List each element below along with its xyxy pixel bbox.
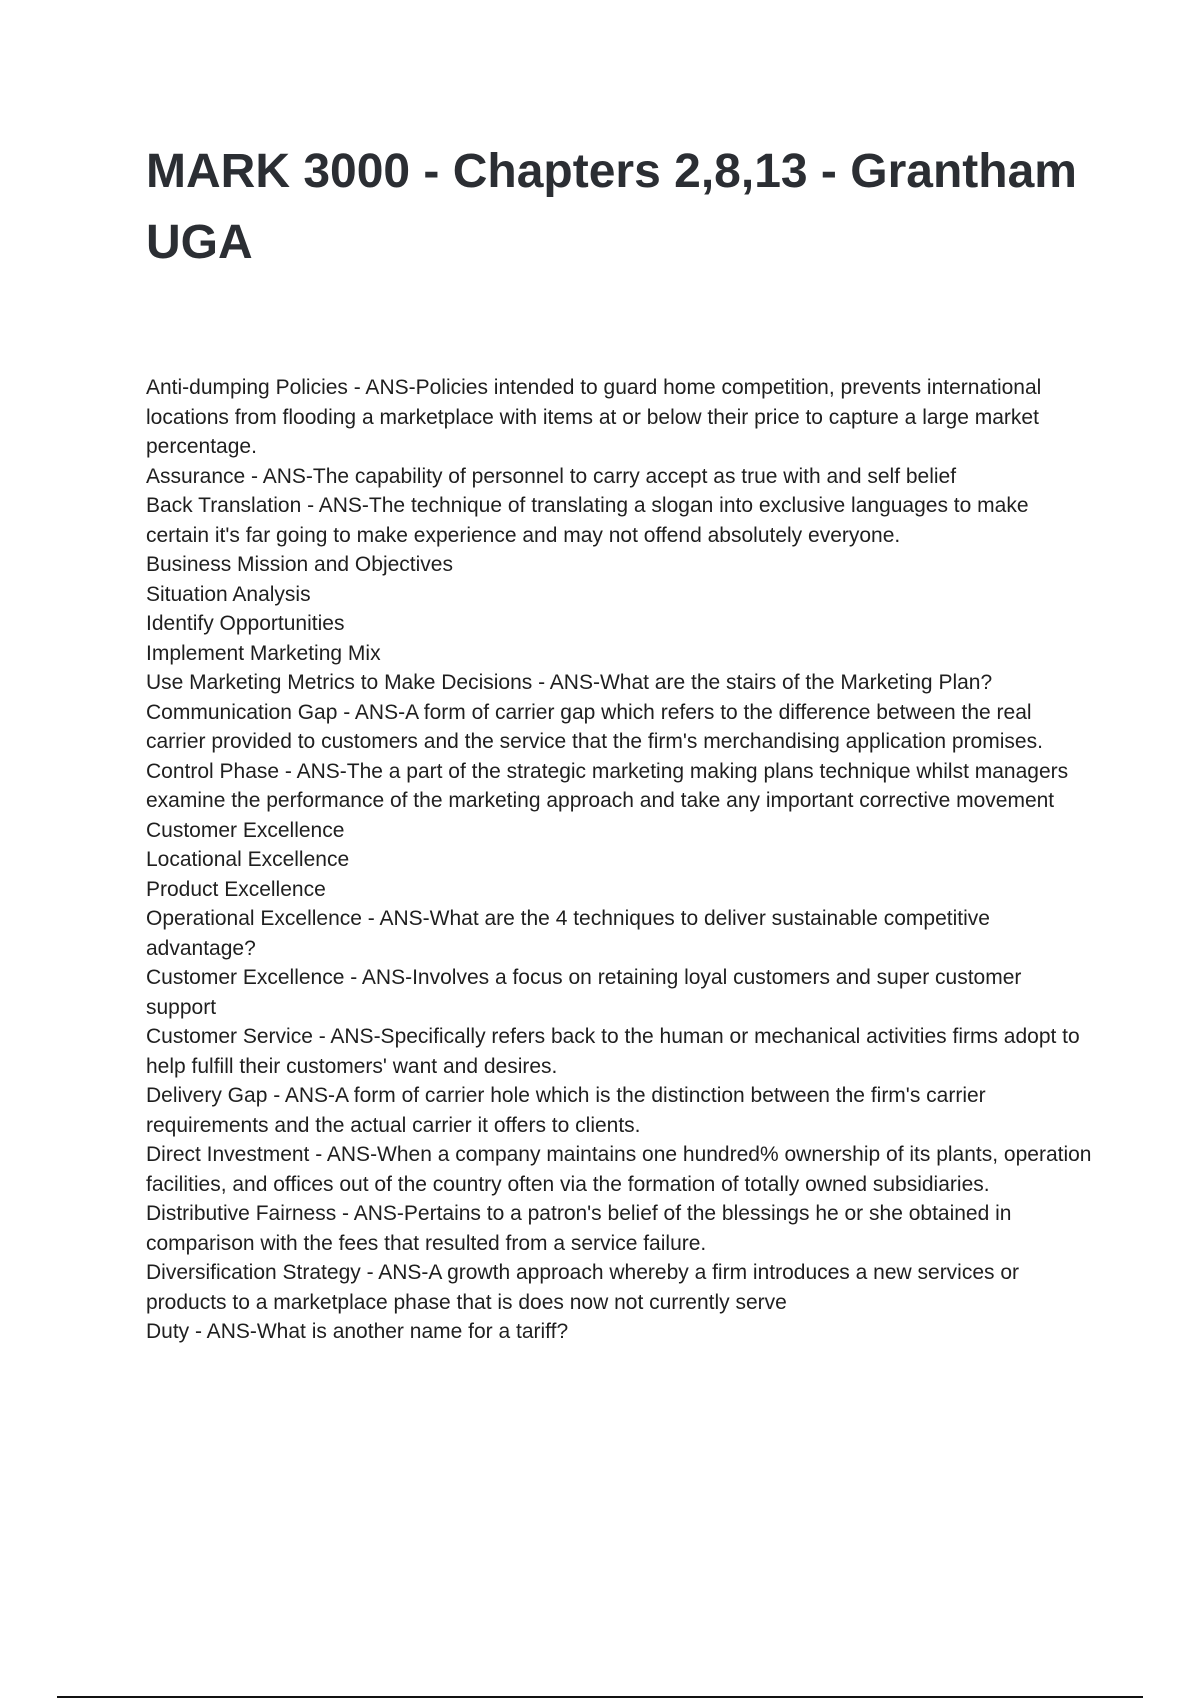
entry-line: Business Mission and Objectives [146,553,453,576]
entry-line: Anti-dumping Policies - ANS-Policies intended to guard home competition, prevents international locations from flooding a marketplace with items at or below their price to capture a large market percentage. [146,376,1042,458]
entry-line: Locational Excellence [146,848,350,871]
entry-line: Customer Excellence [146,818,345,842]
entry-line: Communication Gap - ANS-A form of carrier gap which refers to the difference between the real carrier provided to customers and the service that the firm's merchandising application promises. [146,700,1043,753]
entry-line: Operational Excellence - ANS-What are the 4 techniques to deliver sustainable competitive advantage? [146,907,990,960]
entry-line: Assurance - ANS-The capability of personnel to carry accept as true with and self belief [146,464,957,488]
entry-line: Distributive Fairness - ANS-Pertains to a patron's belief of the blessings he or she obtained in comparison with the fees that resulted from a service failure. [146,1202,1012,1255]
entry-line: Delivery Gap - ANS-A form of carrier hole which is the distinction between the firm's carrier requirements and the actual carrier it offers to clients. [146,1084,986,1137]
entry-line: Implement Marketing Mix [146,641,381,665]
entry-line: Back Translation - ANS-The technique of translating a slogan into exclusive languages to make certain it's far going to make experience and may not offend absolutely everyone. [146,494,1029,547]
entry-line: Use Marketing Metrics to Make Decisions - ANS-What are the stairs of the Marketing Plan? [146,671,993,694]
entry-line: Situation Analysis [146,582,311,606]
document-title: MARK 3000 - Chapters 2,8,13 - Grantham UGA [146,145,1077,269]
document-body [146,373,1096,1347]
entry-line: Control Phase - ANS-The a part of the strategic marketing making plans technique whilst managers examine the performance of the marketing approach and take any important corrective movement [146,759,1069,812]
entry-line: Duty - ANS-What is another name for a tariff? [146,1320,569,1343]
entry-line: Product Excellence [146,877,326,901]
footer-divider [57,1696,1143,1698]
entry-line: Direct Investment - ANS-When a company maintains one hundred% ownership of its plants, operation facilities, and offices out of the country often via the formation of totally owned subsidiaries. [146,1143,1092,1196]
entry-line: Customer Excellence - ANS-Involves a focus on retaining loyal customers and super customer support [146,966,1022,1019]
entry-line: Identify Opportunities [146,612,345,635]
entry-line: Customer Service - ANS-Specifically refers back to the human or mechanical activities firms adopt to help fulfill their customers' want and desires. [146,1025,1080,1078]
entry-line: Diversification Strategy - ANS-A growth approach whereby a firm introduces a new services or products to a marketplace phase that is does now not currently serve [146,1261,1020,1314]
